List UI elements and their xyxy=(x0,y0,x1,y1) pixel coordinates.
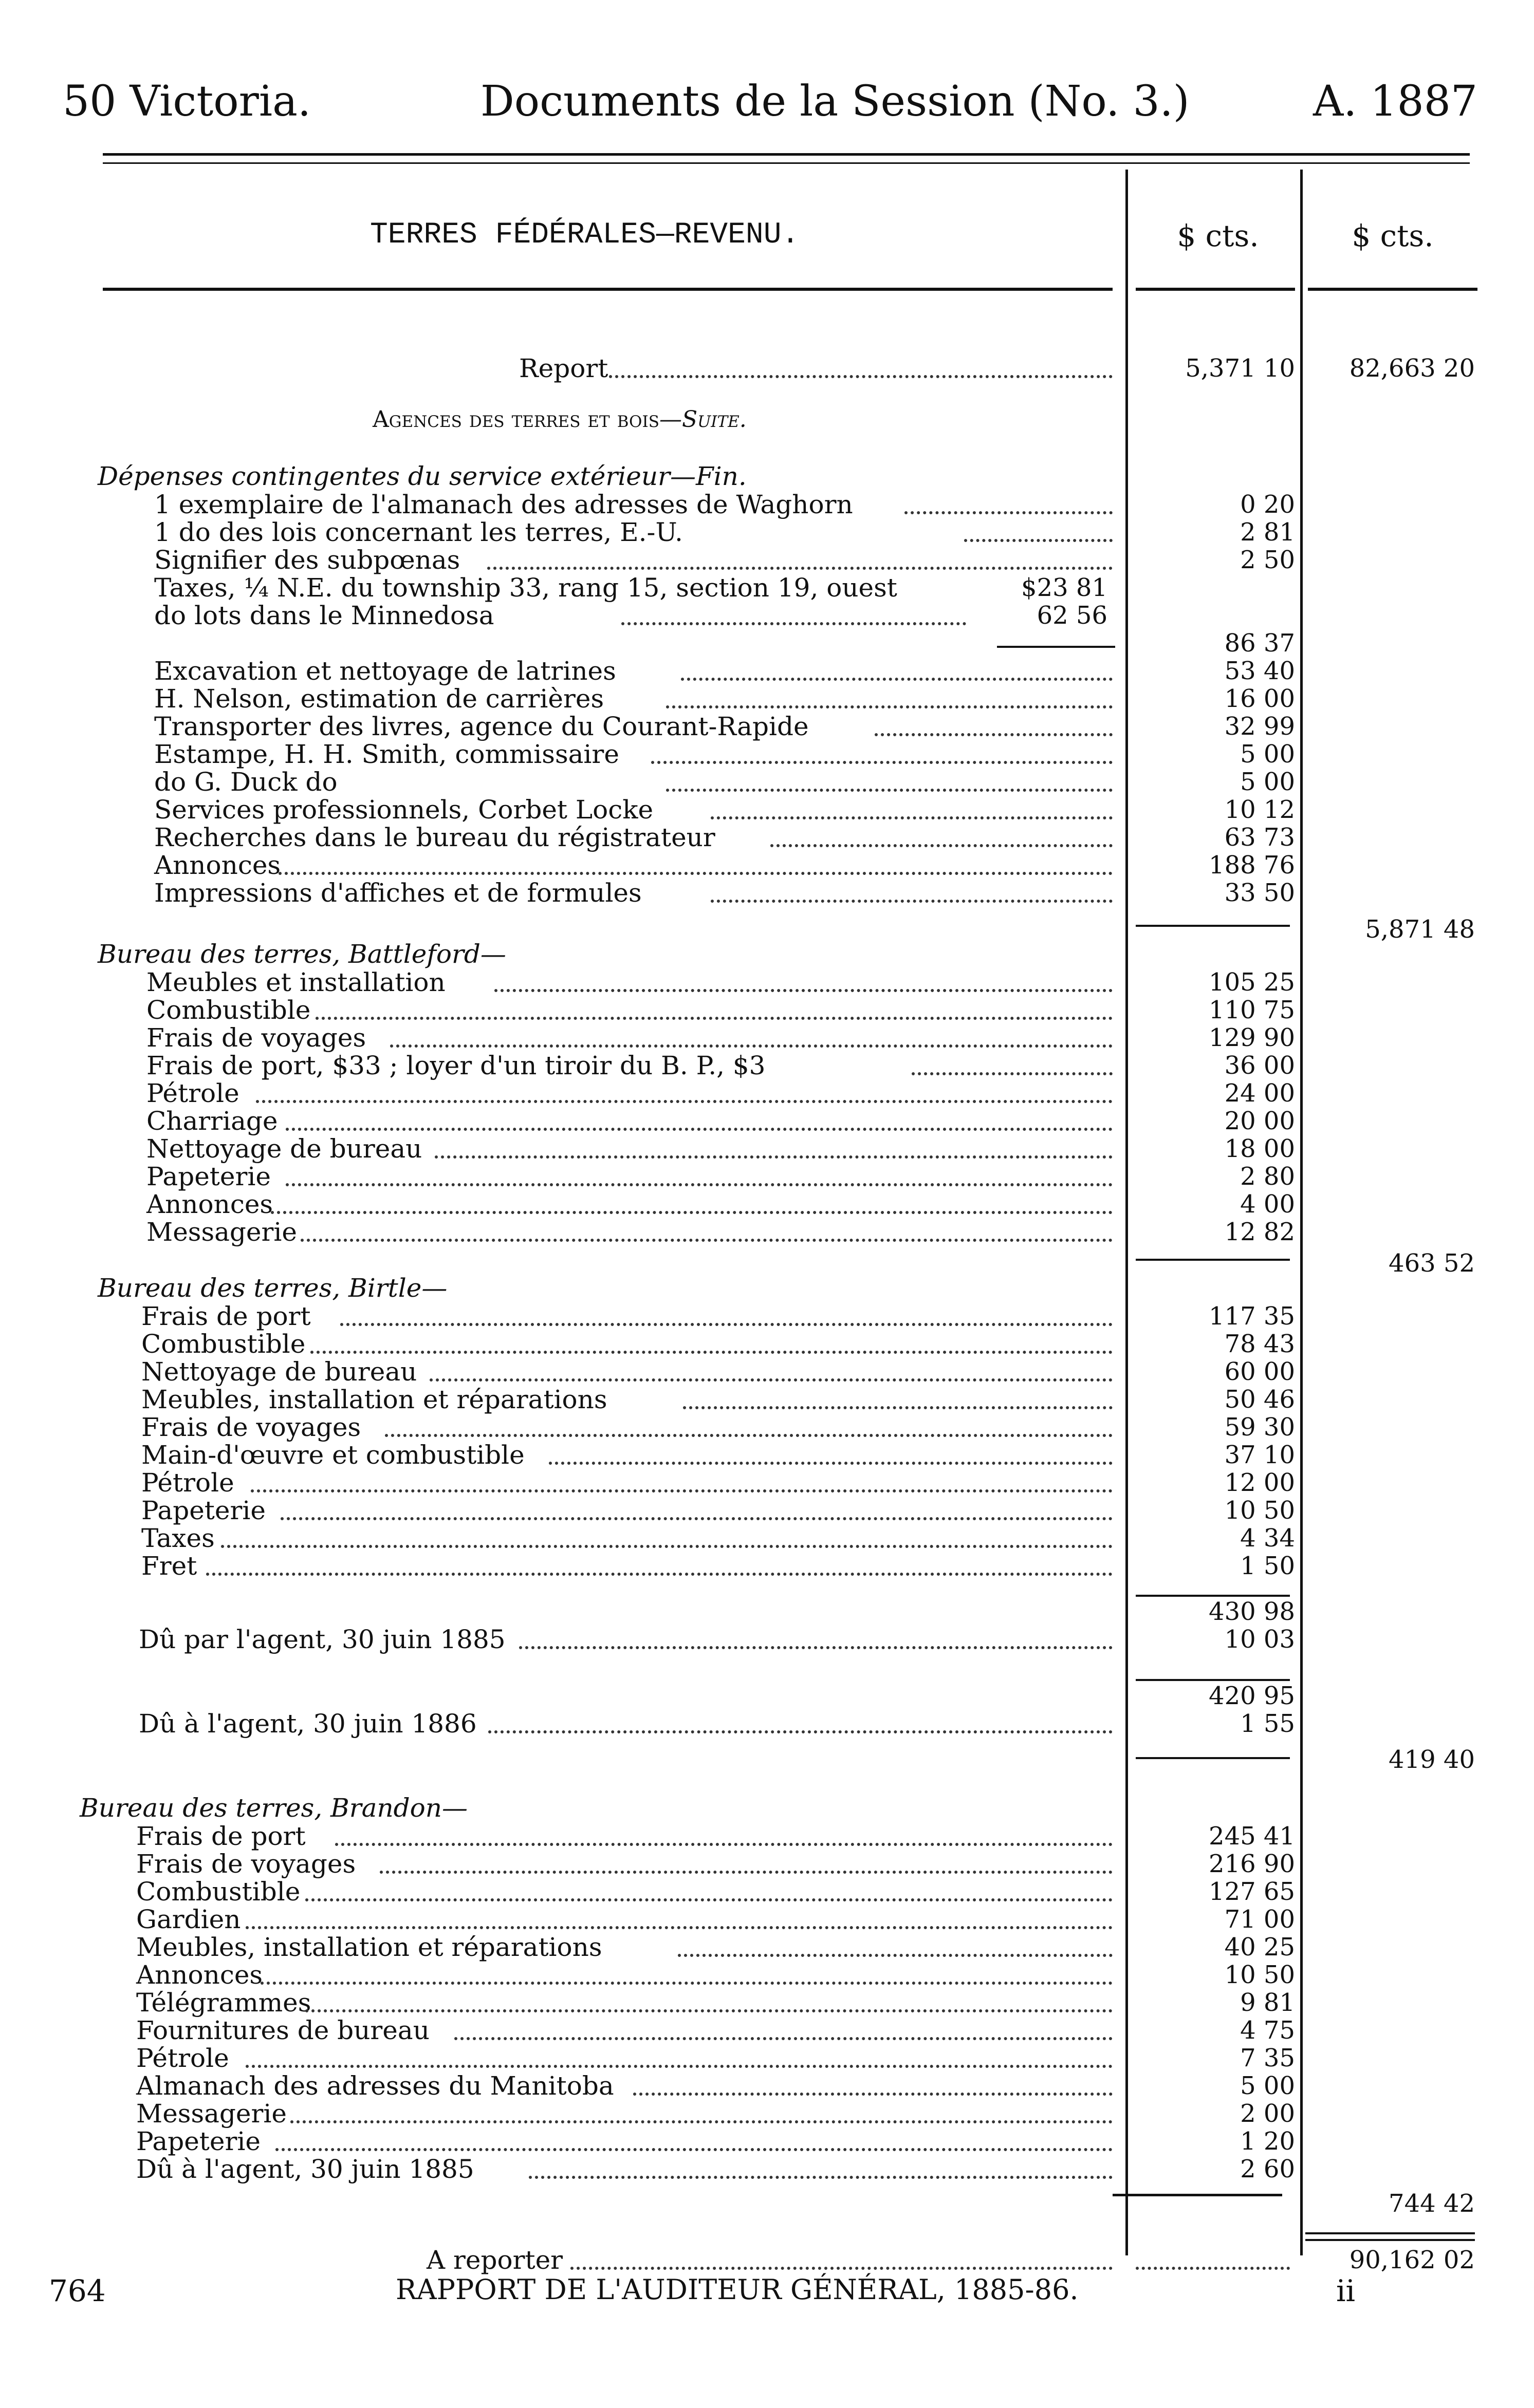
sec3-total: 419 40 xyxy=(1389,1745,1475,1774)
table-row xyxy=(0,1822,1534,1850)
row-label: Meubles, installation et réparations xyxy=(136,1932,602,1962)
row-label: Transporter des livres, agence du Courant-Rapide xyxy=(154,712,809,741)
row-label: Taxes xyxy=(141,1523,215,1553)
row-label: Combustible xyxy=(136,1877,301,1907)
row-amount: 40 25 xyxy=(1224,1933,1295,1962)
row-label: Dû à l'agent, 30 juin 1885 xyxy=(136,2154,474,2184)
leader-dots xyxy=(305,1898,1113,1901)
sec3-du2-row xyxy=(0,1710,1534,1738)
row-label: Frais de voyages xyxy=(146,1023,366,1053)
row-label: Pétrole xyxy=(141,1468,234,1498)
inner-amount: $23 81 xyxy=(1021,573,1107,602)
leader-dots xyxy=(275,2148,1113,2151)
table-row xyxy=(0,546,1534,574)
row-label: Pétrole xyxy=(136,2043,229,2073)
header-divider-desc xyxy=(103,288,1113,291)
leader-dots xyxy=(770,844,1113,847)
section-title-brandon: Bureau des terres, Brandon— xyxy=(80,1793,468,1823)
leader-dots xyxy=(681,678,1113,681)
inner-amount: 62 56 xyxy=(1037,601,1107,630)
leader-dots xyxy=(335,1843,1113,1846)
leader-dots xyxy=(290,2120,1113,2123)
row-amount: 2 80 xyxy=(1240,1162,1295,1191)
row-amount: 2 60 xyxy=(1240,2155,1295,2183)
row-label: Annonces xyxy=(154,850,281,880)
table-row xyxy=(0,2017,1534,2044)
row-amount: 53 40 xyxy=(1224,657,1295,685)
col1-header: $ cts. xyxy=(1177,218,1259,253)
leader-dots xyxy=(221,1545,1113,1548)
row-amount: 2 00 xyxy=(1240,2099,1295,2128)
header-left: 50 Victoria. xyxy=(63,77,311,126)
table-row xyxy=(0,1302,1534,1330)
leader-dots xyxy=(390,1044,1113,1048)
leader-dots xyxy=(385,1434,1113,1437)
leader-dots xyxy=(875,733,1113,736)
row-amount: 12 82 xyxy=(1224,1218,1295,1246)
header-right: A. 1887 xyxy=(1313,77,1478,126)
table-row xyxy=(0,1552,1534,1580)
row-amount: 10 50 xyxy=(1224,1961,1295,1989)
row-amount: 33 50 xyxy=(1224,879,1295,907)
leader-dots-col1 xyxy=(1136,2267,1290,2270)
row-amount: 0 20 xyxy=(1240,490,1295,519)
leader-dots xyxy=(340,1323,1113,1326)
row-amount: 4 34 xyxy=(1240,1524,1295,1553)
row-label: Papeterie xyxy=(146,1162,271,1191)
leader-dots xyxy=(310,1351,1113,1354)
table-row xyxy=(0,1989,1534,2017)
row-amount: 12 00 xyxy=(1224,1468,1295,1497)
row-amount: 5 00 xyxy=(1240,2071,1295,2100)
table-row xyxy=(0,1330,1534,1358)
row-label: do lots dans le Minnedosa xyxy=(154,601,494,630)
leader-dots xyxy=(904,511,1113,514)
row-label: Taxes, ¼ N.E. du township 33, rang 15, section 19, ouest xyxy=(154,573,897,603)
row-amount: 60 00 xyxy=(1224,1357,1295,1386)
sec3-du1-value: 10 03 xyxy=(1224,1625,1295,1654)
footer-page-number: 764 xyxy=(49,2273,106,2308)
leader-dots xyxy=(494,989,1113,992)
table-row xyxy=(0,629,1534,657)
footer-title: RAPPORT DE L'AUDITEUR GÉNÉRAL, 1885-86. xyxy=(396,2273,1079,2306)
table-row xyxy=(0,657,1534,685)
row-amount: 50 46 xyxy=(1224,1385,1295,1414)
leader-dots xyxy=(487,567,1113,570)
table-row xyxy=(0,1413,1534,1441)
sec3-subtotal-1: 430 98 xyxy=(1209,1597,1295,1626)
row-amount: 78 43 xyxy=(1224,1330,1295,1358)
row-amount: 10 12 xyxy=(1224,795,1295,824)
grand-total-rule-2 xyxy=(1305,2239,1475,2241)
table-row xyxy=(0,824,1534,851)
table-row xyxy=(0,1878,1534,1906)
table-row xyxy=(0,1358,1534,1386)
section-title-birtle: Bureau des terres, Birtle— xyxy=(98,1273,448,1303)
sec3-subtotal-2: 420 95 xyxy=(1209,1682,1295,1710)
leader-dots xyxy=(380,1871,1113,1874)
leader-dots xyxy=(316,1017,1113,1020)
row-label: Frais de port xyxy=(136,1821,306,1851)
sec2-subtotal-rule xyxy=(1136,1259,1290,1261)
row-label: H. Nelson, estimation de carrières xyxy=(154,684,604,714)
report-col2: 82,663 20 xyxy=(1349,354,1475,383)
table-row xyxy=(0,2100,1534,2127)
table-row xyxy=(0,851,1534,879)
leader-dots xyxy=(609,375,1113,378)
row-label: Papeterie xyxy=(141,1496,266,1525)
leader-dots xyxy=(271,1211,1113,1214)
row-label: Meubles, installation et réparations xyxy=(141,1385,607,1414)
leader-dots xyxy=(529,2176,1113,2179)
sec3-du2-value: 1 55 xyxy=(1240,1709,1295,1738)
row-amount: 16 00 xyxy=(1224,684,1295,713)
table-row xyxy=(0,1079,1534,1107)
row-amount: 216 90 xyxy=(1209,1850,1295,1878)
sec3-du2-label: Dû à l'agent, 30 juin 1886 xyxy=(139,1709,477,1739)
table-row xyxy=(0,1107,1534,1135)
table-row xyxy=(0,2155,1534,2183)
table-row xyxy=(0,796,1534,824)
row-amount: 129 90 xyxy=(1209,1023,1295,1052)
row-label: Annonces xyxy=(136,1960,263,1990)
row-label: do G. Duck do xyxy=(154,767,338,797)
row-amount: 18 00 xyxy=(1224,1134,1295,1163)
section-title-battleford: Bureau des terres, Battleford— xyxy=(98,939,506,969)
row-label: Annonces xyxy=(146,1189,273,1219)
row-label: Pétrole xyxy=(146,1078,239,1108)
sec1-total: 5,871 48 xyxy=(1365,915,1475,944)
reporter-total: 90,162 02 xyxy=(1349,2246,1475,2274)
row-amount: 4 75 xyxy=(1240,2016,1295,2045)
leader-dots xyxy=(633,2093,1113,2096)
row-amount: 36 00 xyxy=(1224,1051,1295,1080)
row-amount: 2 50 xyxy=(1240,546,1295,574)
header-divider-col1 xyxy=(1136,288,1295,291)
table-row xyxy=(0,1497,1534,1524)
leader-dots xyxy=(246,2065,1113,2068)
leader-dots xyxy=(246,1926,1113,1929)
leader-dots xyxy=(683,1406,1113,1409)
col2-header: $ cts. xyxy=(1352,218,1434,253)
leader-dots xyxy=(286,1128,1113,1131)
row-label: Nettoyage de bureau xyxy=(141,1357,417,1387)
table-row xyxy=(0,1218,1534,1246)
table-row xyxy=(0,1906,1534,1933)
row-amount: 245 41 xyxy=(1209,1822,1295,1851)
row-amount: 9 81 xyxy=(1240,1988,1295,2017)
sec3-du1-label: Dû par l'agent, 30 juin 1885 xyxy=(139,1625,506,1654)
row-amount: 63 73 xyxy=(1224,823,1295,852)
table-row xyxy=(0,574,1534,602)
sec3-subtotal-rule-1 xyxy=(1136,1595,1290,1597)
row-amount: 2 81 xyxy=(1240,518,1295,547)
table-row xyxy=(0,768,1534,796)
table-row xyxy=(0,1524,1534,1552)
row-label: Estampe, H. H. Smith, commissaire xyxy=(154,739,619,769)
footer-signature: ii xyxy=(1336,2273,1356,2308)
row-amount: 24 00 xyxy=(1224,1079,1295,1108)
row-label: Combustible xyxy=(146,995,311,1025)
leader-dots xyxy=(711,816,1113,819)
row-label: Main-d'œuvre et combustible xyxy=(141,1440,525,1470)
row-label: Papeterie xyxy=(136,2126,261,2156)
table-row xyxy=(0,2072,1534,2100)
report-col1: 5,371 10 xyxy=(1185,354,1295,383)
header-rule-bottom xyxy=(103,162,1470,164)
row-amount: 1 20 xyxy=(1240,2127,1295,2156)
table-row xyxy=(0,1135,1534,1163)
leader-dots xyxy=(281,1517,1113,1520)
report-row xyxy=(0,354,1534,382)
row-amount: 5 00 xyxy=(1240,740,1295,769)
sec4-subtotal-rule xyxy=(1113,2194,1282,2196)
leader-dots xyxy=(206,1573,1113,1576)
sec3-du1-row xyxy=(0,1626,1534,1653)
row-label: Gardien xyxy=(136,1905,241,1934)
reporter-label: A reporter xyxy=(427,2245,563,2275)
row-amount: 110 75 xyxy=(1209,996,1295,1024)
table-row xyxy=(0,2127,1534,2155)
leader-dots xyxy=(454,2037,1113,2040)
row-label: Frais de port xyxy=(141,1301,311,1331)
leader-dots xyxy=(488,1730,1113,1733)
row-label: Frais de voyages xyxy=(136,1849,356,1879)
row-amount: 10 50 xyxy=(1224,1496,1295,1525)
row-amount: 117 35 xyxy=(1209,1302,1295,1331)
leader-dots xyxy=(286,1183,1113,1186)
table-row xyxy=(0,1469,1534,1497)
table-row xyxy=(0,1961,1534,1989)
row-label: 1 do des lois concernant les terres, E.-U. xyxy=(154,517,683,547)
sec2-total: 463 52 xyxy=(1389,1249,1475,1278)
reporter-row xyxy=(0,2246,1534,2274)
leader-dots xyxy=(621,622,966,625)
leader-dots xyxy=(912,1072,1113,1075)
sec1-subtotal-rule xyxy=(1136,925,1290,927)
row-amount: 86 37 xyxy=(1224,629,1295,658)
sec3-subtotal-rule-2 xyxy=(1136,1679,1290,1681)
leader-dots xyxy=(964,539,1113,542)
leader-dots xyxy=(256,1100,1113,1103)
leader-dots xyxy=(570,2267,1113,2270)
table-row xyxy=(0,602,1534,629)
leader-dots xyxy=(666,705,1113,708)
row-label: Services professionnels, Corbet Locke xyxy=(154,795,654,825)
row-label: Messagerie xyxy=(136,2099,287,2129)
row-label: Combustible xyxy=(141,1329,306,1359)
table-row xyxy=(0,685,1534,713)
inner-subtotal-rule xyxy=(997,646,1115,648)
leader-dots xyxy=(261,1982,1113,1985)
table-row xyxy=(0,1386,1534,1413)
leader-dots xyxy=(549,1462,1113,1465)
row-amount: 127 65 xyxy=(1209,1877,1295,1906)
row-label: Almanach des adresses du Manitoba xyxy=(136,2071,614,2101)
leader-dots xyxy=(279,872,1113,875)
row-amount: 7 35 xyxy=(1240,2044,1295,2073)
header-divider-col2 xyxy=(1308,288,1477,291)
leader-dots xyxy=(251,1489,1113,1492)
row-amount: 37 10 xyxy=(1224,1441,1295,1469)
table-row xyxy=(0,1024,1534,1052)
leader-dots xyxy=(666,789,1113,792)
leader-dots xyxy=(305,2009,1113,2012)
table-title: TERRES FÉDÉRALES—REVENU. xyxy=(370,218,800,252)
row-label: Frais de voyages xyxy=(141,1412,361,1442)
row-label: Recherches dans le bureau du régistrateur xyxy=(154,823,715,852)
row-label: Charriage xyxy=(146,1106,278,1136)
table-row xyxy=(0,1163,1534,1190)
table-row xyxy=(0,491,1534,518)
table-row xyxy=(0,518,1534,546)
row-amount: 71 00 xyxy=(1224,1905,1295,1934)
leader-dots xyxy=(651,761,1113,764)
agences-heading: Agences des terres et bois—Suite. xyxy=(373,406,747,433)
sec4-total: 744 42 xyxy=(1389,2189,1475,2218)
row-amount: 105 25 xyxy=(1209,968,1295,997)
table-row xyxy=(0,1933,1534,1961)
table-row xyxy=(0,968,1534,996)
header-center: Documents de la Session (No. 3.) xyxy=(480,77,1190,126)
table-row xyxy=(0,740,1534,768)
table-row xyxy=(0,996,1534,1024)
leader-dots xyxy=(435,1155,1113,1159)
table-row xyxy=(0,1190,1534,1218)
row-amount: 188 76 xyxy=(1209,851,1295,880)
header-rule-top xyxy=(103,153,1470,156)
row-label: Fret xyxy=(141,1551,197,1581)
leader-dots xyxy=(711,900,1113,903)
row-label: Frais de port, $33 ; loyer d'un tiroir du B. P., $3 xyxy=(146,1051,766,1080)
row-label: Excavation et nettoyage de latrines xyxy=(154,656,616,686)
leader-dots xyxy=(301,1239,1113,1242)
row-label: 1 exemplaire de l'almanach des adresses de Waghorn xyxy=(154,490,853,519)
row-label: Impressions d'affiches et de formules xyxy=(154,878,642,908)
row-label: Nettoyage de bureau xyxy=(146,1134,422,1164)
table-row xyxy=(0,879,1534,907)
row-label: Meubles et installation xyxy=(146,967,446,997)
leader-dots xyxy=(519,1646,1113,1649)
table-row xyxy=(0,1850,1534,1878)
row-amount: 4 00 xyxy=(1240,1190,1295,1219)
report-label: Report xyxy=(519,353,608,383)
row-amount: 20 00 xyxy=(1224,1107,1295,1135)
table-row xyxy=(0,713,1534,740)
row-amount: 5 00 xyxy=(1240,768,1295,796)
section-title-depenses: Dépenses contingentes du service extérieur—Fin. xyxy=(98,461,747,491)
row-label: Télégrammes xyxy=(136,1988,311,2018)
leader-dots xyxy=(430,1378,1113,1382)
row-label: Messagerie xyxy=(146,1217,297,1247)
grand-total-rule-1 xyxy=(1305,2232,1475,2234)
row-amount: 32 99 xyxy=(1224,712,1295,741)
table-row xyxy=(0,1441,1534,1469)
row-label: Fournitures de bureau xyxy=(136,2015,430,2045)
row-amount: 1 50 xyxy=(1240,1552,1295,1580)
table-row xyxy=(0,1052,1534,1079)
table-row xyxy=(0,2044,1534,2072)
sec3-subtotal-rule-3 xyxy=(1136,1757,1290,1759)
row-label: Signifier des subpœnas xyxy=(154,545,460,575)
leader-dots xyxy=(678,1954,1113,1957)
row-amount: 59 30 xyxy=(1224,1413,1295,1442)
